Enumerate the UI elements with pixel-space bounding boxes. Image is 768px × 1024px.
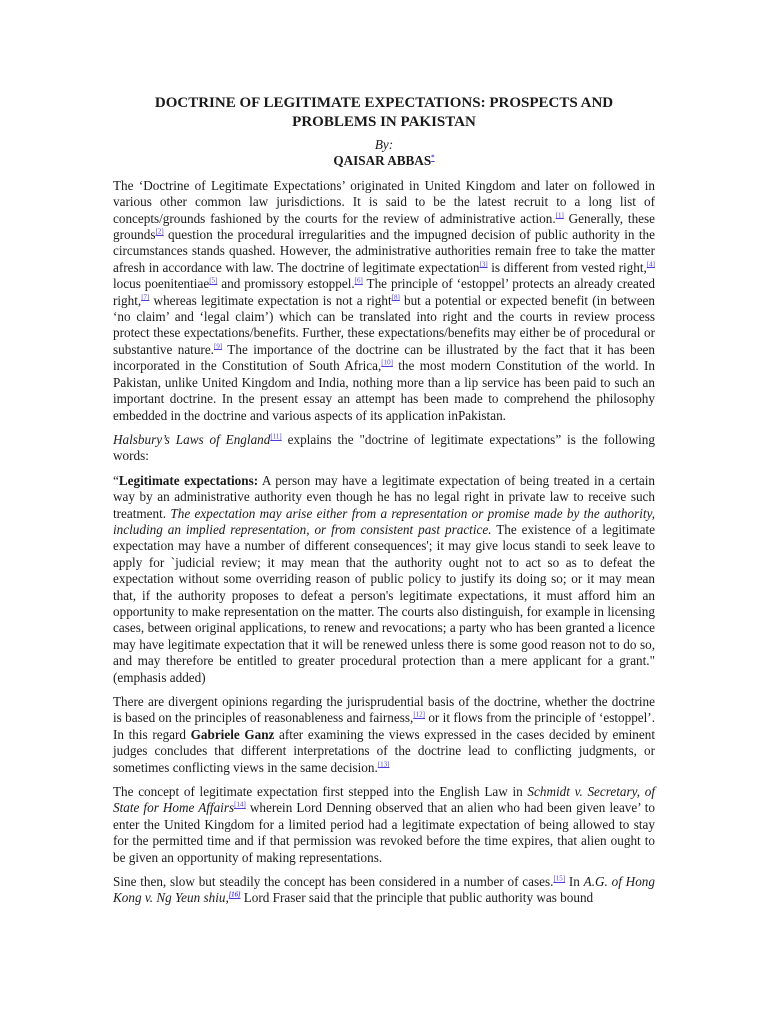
footnote-link-12[interactable]: [12] xyxy=(413,711,425,720)
text: In xyxy=(565,874,584,890)
footnote-link-6[interactable]: [6] xyxy=(354,276,363,285)
text: There are divergent opinions regarding the jurisprudential basis of the doctrine, whether the doctrine is based on the principles of reasonableness and fairness, xyxy=(113,694,655,726)
footnote-link-3[interactable]: [3] xyxy=(479,260,488,269)
paragraph-schmidt xyxy=(113,784,655,866)
text: Lord Fraser said that the principle that public authority was bound xyxy=(240,890,594,906)
footnote-link-13[interactable]: [13] xyxy=(377,760,390,769)
footnote-link-1[interactable]: [1] xyxy=(555,211,564,220)
author-reference: Gabriele Ganz xyxy=(190,726,275,742)
quote-heading: Legitimate expectations: xyxy=(118,472,259,488)
byline-label: By: xyxy=(374,137,394,152)
text: after examining the views expressed in the cases decided by eminent judges concludes that different interpretations of the doctrine lead to conflicting judgments, or sometimes conflicting views in the same decision. xyxy=(113,726,656,775)
footnote-link-4[interactable]: [4] xyxy=(646,260,655,269)
author-name-text: QAISAR ABBAS xyxy=(333,153,432,169)
paragraph-opinions xyxy=(113,694,655,776)
text: or it flows from the principle of ‘estoppel’. In this regard xyxy=(113,710,655,742)
text: A person may have a legitimate expectation of being treated in a certain way by an administrative authority even though he has no legal right in private law to receive such treatment. xyxy=(113,472,655,521)
paragraph-intro xyxy=(113,178,655,424)
paragraph-cases xyxy=(113,874,655,907)
text: question the procedural irregularities and the impugned decision of public authority in the circumstances stands quashed. However, the administrative authorities remain free to take the matter afresh in accordance with law. The doctrine of legitimate expectation xyxy=(113,227,655,275)
footnote-link-11[interactable]: [11] xyxy=(270,432,282,441)
document-title: DOCTRINE OF LEGITIMATE EXPECTATIONS: PROSPECTS AND PROBLEMS IN PAKISTAN xyxy=(154,95,614,130)
footnote-link-7[interactable]: [7] xyxy=(141,293,150,302)
footnote-link-8[interactable]: [8] xyxy=(391,293,400,302)
text: The ‘Doctrine of Legitimate Expectations’ originated in United Kingdom and later on followed in various other common law jurisdictions. It is said to be the latest recruit to a long list of concepts/grounds fashioned by the courts for the review of administrative action. xyxy=(113,177,655,226)
footnote-link-15[interactable]: [15] xyxy=(553,874,566,883)
text: The principle of ‘estoppel’ protects an already created right, xyxy=(113,276,656,308)
author-footnote-link[interactable]: * xyxy=(431,154,435,163)
text: whereas legitimate expectation is not a right xyxy=(149,292,392,308)
paragraph-halsbury xyxy=(113,432,655,465)
text: Generally, these grounds xyxy=(113,210,656,243)
paragraph-quote xyxy=(113,473,655,686)
footnote-link-9[interactable]: [9] xyxy=(213,342,223,351)
text: but a potential or expected benefit (in between ‘no claim’ and ‘legal claim’) which can be translated into right and the courts in review process protect these expectations/benefits. Further, these expectations/benefits may either be of procedural or substantive nature. xyxy=(113,292,655,357)
text: wherein Lord Denning observed that an alien who had been given leave’ to enter the United Kingdom for a limited period had a legitimate expectation of being allowed to stay for the permitted time and if that permission was revoked before the time expires, that alien ought to be given an opportunity of making representations. xyxy=(113,800,655,865)
footnote-link-2[interactable]: [2] xyxy=(155,227,164,236)
footnote-link-16[interactable]: [16] xyxy=(228,891,241,900)
text: “ xyxy=(113,472,119,488)
text: The concept of legitimate expectation first stepped into the English Law in xyxy=(113,784,528,800)
book-title: Halsbury’s Laws of England xyxy=(113,431,271,447)
text: The importance of the doctrine can be illustrated by the fact that it has been incorporated in the Constitution of South Africa, xyxy=(113,341,655,374)
text: locus poenitentiae xyxy=(113,276,210,292)
text: The existence of a legitimate expectation may have a number of different consequences'; it may give locus standi to seek leave to apply for `judicial review; it may mean that the authority ought not to act so as to defeat the expectation without some overriding reason of public policy to justify its doing so; or it may mean that, if the authority proposes to defeat a person's legitimate expectations, it must afford him an opportunity to make representation on the matter. The courts also distinguish, for example in licensing cases, between original applications, to renew and revocations; a party who has been granted a licence may have legitimate expectation that it will be renewed unless there is some good reason not to do so, and may therefore be entitled to greater procedural protection than a mere applicant for a grant." (emphasis added) xyxy=(113,521,655,685)
footnote-link-14[interactable]: [14] xyxy=(234,801,246,810)
case-name: Schmidt v. Secretary, of State for Home Affairs xyxy=(113,784,655,816)
text: the most modern Constitution of the world. In Pakistan, unlike United Kingdom and India, nothing more than a lip service has been paid to such an important doctrine. In the present essay an attempt has been made to comprehend the philosophy embedded in the doctrine and various aspects of its application inPakistan. xyxy=(113,358,655,423)
case-name: A.G. of Hong Kong v. Ng Yeun shiu, xyxy=(113,874,655,906)
text: explains the "doctrine of legitimate expectations” is the following words: xyxy=(113,431,655,464)
text: and promissory estoppel. xyxy=(217,276,355,292)
emphasized-text: The expectation may arise either from a representation or promise made by the authority, including an implied representation, or from consistent past practice. xyxy=(113,505,655,537)
document-page xyxy=(113,94,655,915)
text: is different from vested right, xyxy=(487,259,647,275)
text: Sine then, slow but steadily the concept has been considered in a number of cases. xyxy=(113,874,554,890)
footnote-link-5[interactable]: [5] xyxy=(209,276,218,285)
footnote-link-10[interactable]: [10] xyxy=(381,358,393,367)
author-name xyxy=(113,153,655,169)
